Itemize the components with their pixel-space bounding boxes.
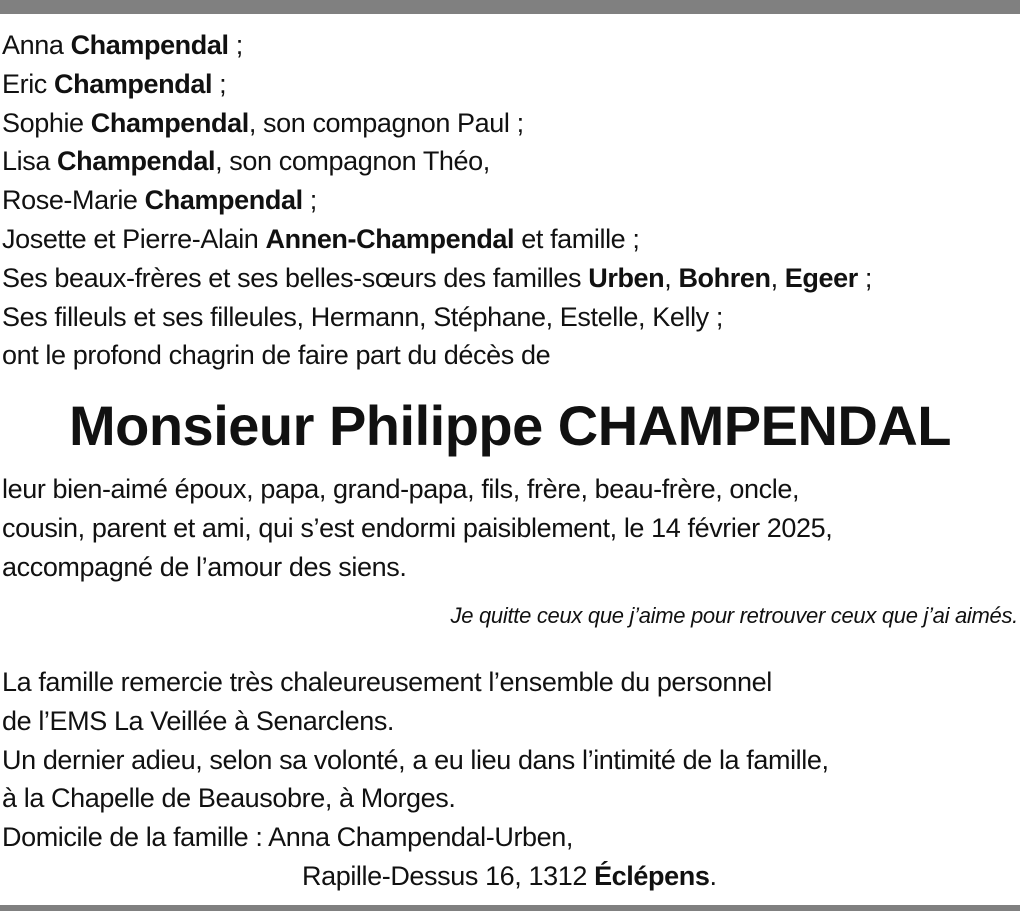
family-line (2, 142, 872, 181)
given-name: Josette et Pierre-Alain (2, 223, 266, 254)
given-name: Eric (2, 68, 55, 99)
godchildren-line: Ses filleuls et ses filleules, Hermann, Stéphane, Estelle, Kelly ; (2, 301, 723, 332)
family-line (2, 65, 872, 104)
suffix: . (709, 860, 717, 891)
given-name: Lisa (2, 146, 58, 177)
announce-line: ont le profond chagrin de faire part du décès de (2, 340, 551, 371)
surname: Egeer (784, 262, 858, 293)
separator: , (770, 262, 785, 293)
closing (2, 663, 829, 896)
family-line (2, 26, 872, 65)
in-laws-text: Ses beaux-frères et ses belles-sœurs des familles (2, 262, 589, 293)
family-list (2, 26, 872, 375)
closing-line: Un dernier adieu, selon sa volonté, a eu lieu dans l’intimité de la famille, (2, 744, 829, 775)
address-text: Rapille-Dessus 16, 1312 (302, 860, 595, 891)
given-name: Sophie (2, 107, 91, 138)
quote: Je quitte ceux que j’aime pour retrouver ceux que j’ai aimés. (450, 603, 1018, 628)
in-laws-line (2, 259, 872, 298)
suffix: ; (228, 30, 243, 60)
surname: Champendal (57, 146, 216, 177)
surname: Annen-Champendal (265, 223, 515, 254)
description-line: leur bien-aimé époux, papa, grand-papa, fils, frère, beau-frère, oncle, (2, 474, 800, 504)
suffix: , son compagnon Paul ; (248, 107, 524, 138)
bottom-border (0, 905, 1020, 911)
surname: Champendal (144, 185, 303, 216)
given-name: Anna (2, 30, 71, 60)
surname: Bohren (678, 262, 771, 293)
separator: , (664, 262, 679, 293)
closing-line: à la Chapelle de Beausobre, à Morges. (2, 783, 456, 814)
domicile-line: Domicile de la famille : Anna Champendal-Urben, (2, 822, 573, 853)
surname: Urben (588, 262, 665, 293)
description (2, 470, 832, 586)
family-line (2, 220, 872, 259)
closing-line: de l’EMS La Veillée à Senarclens. (2, 705, 395, 736)
top-border (0, 0, 1020, 14)
surname: Champendal (70, 30, 229, 60)
suffix: ; (212, 68, 227, 99)
closing-line: La famille remercie très chaleureusement l’ensemble du personnel (2, 667, 772, 697)
suffix: ; (302, 185, 317, 216)
suffix: ; (857, 262, 873, 293)
address-line (2, 857, 829, 896)
suffix: , son compagnon Théo, (215, 146, 490, 177)
surname: Champendal (90, 107, 249, 138)
description-line: cousin, parent et ami, qui s’est endormi paisiblement, le 14 février 2025, (2, 512, 833, 543)
surname: Champendal (54, 68, 213, 99)
deceased-name: Monsieur Philippe CHAMPENDAL (68, 394, 952, 457)
description-line: accompagné de l’amour des siens. (2, 551, 407, 582)
family-line (2, 181, 872, 220)
given-name: Rose-Marie (2, 185, 145, 216)
family-line (2, 104, 872, 143)
suffix: et famille ; (514, 223, 640, 254)
town: Éclépens (594, 860, 710, 891)
